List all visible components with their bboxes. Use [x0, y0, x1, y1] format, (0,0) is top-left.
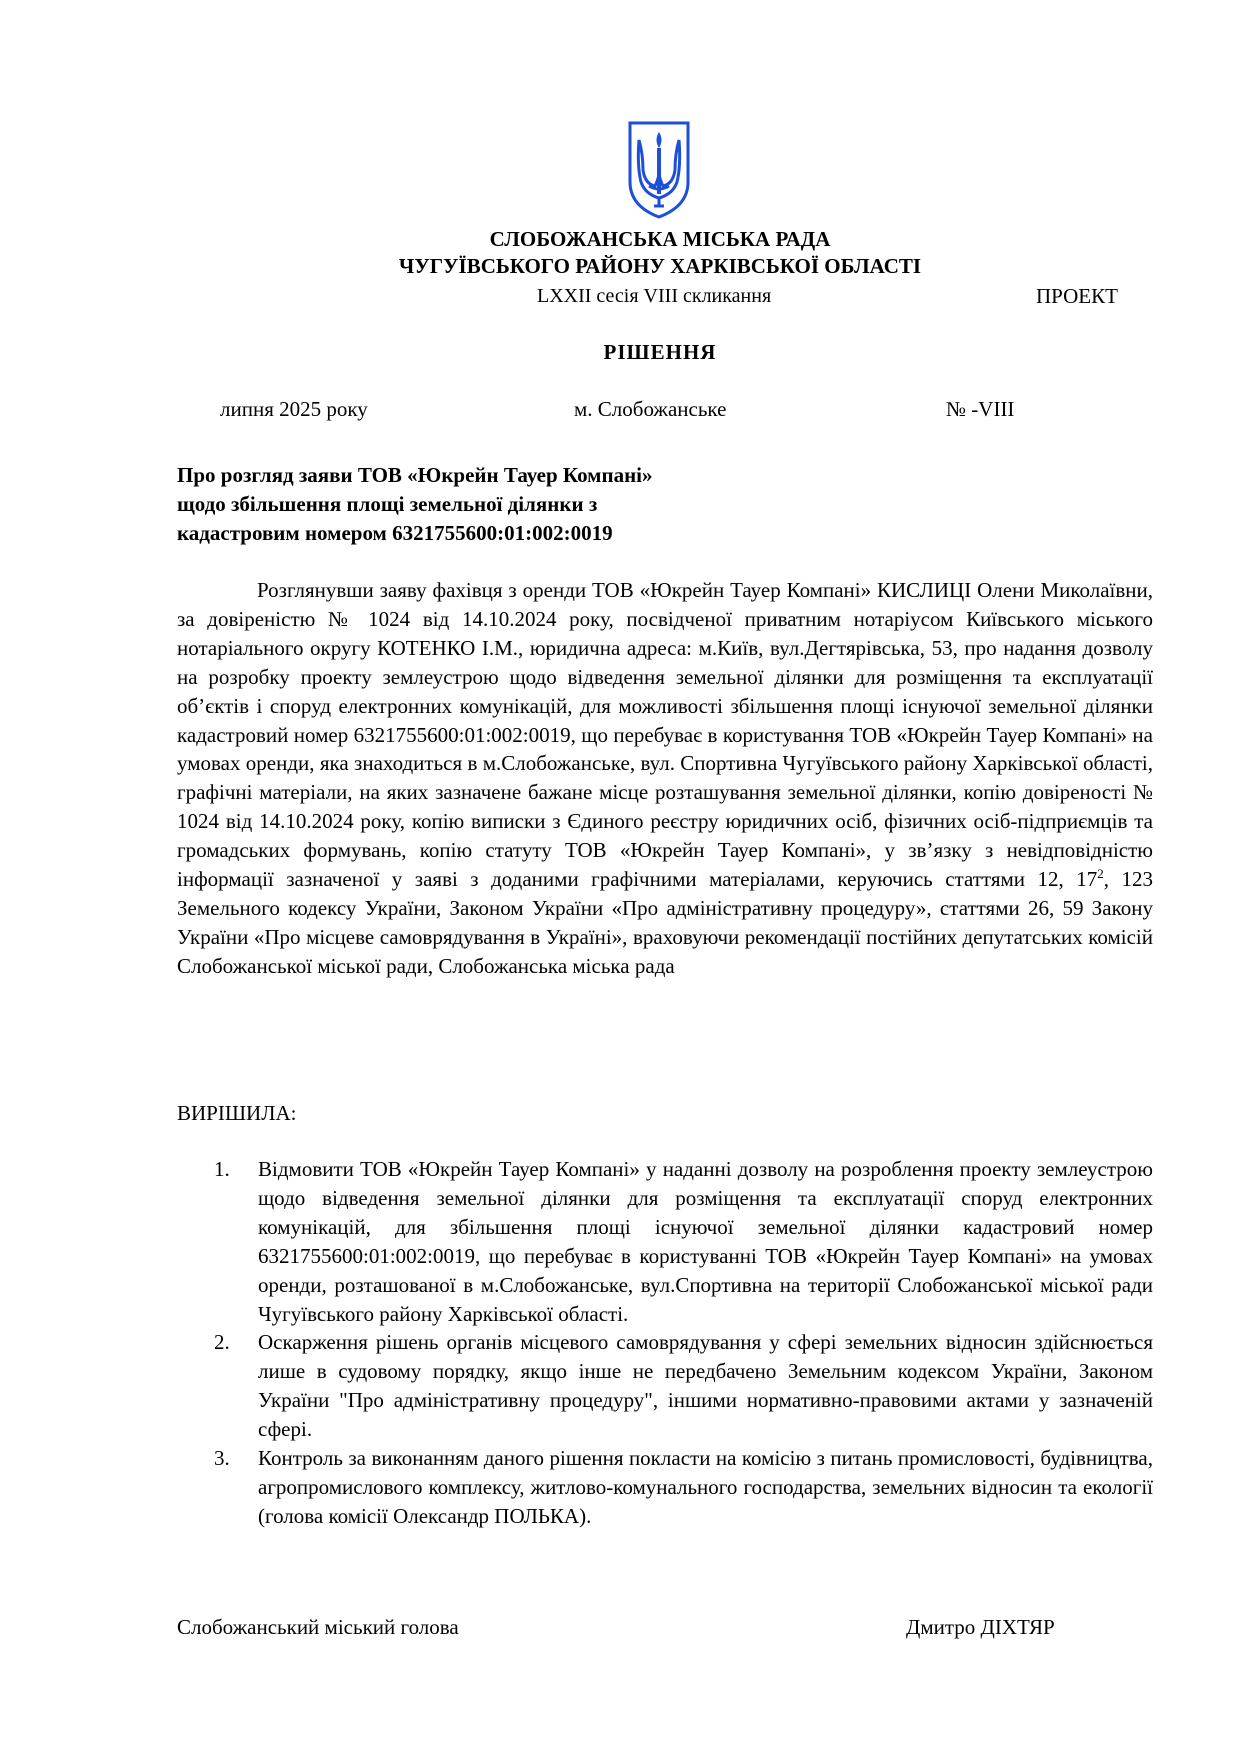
article-superscript: 2	[1097, 866, 1104, 882]
decided-label: ВИРІШИЛА:	[177, 1101, 297, 1125]
item-text: Оскарження рішень органів місцевого самоврядування у сфері земельних відносин здійснюється лише в судовому порядку, якщо інше не передбачено Земельним кодексом України, Законом України "Про адміністративну процедуру", іншими нормативно-правовими актами у зазначеній сфері.	[258, 1330, 1153, 1442]
council-name: СЛОБОЖАНСЬКА МІСЬКА РАДА	[489, 227, 831, 251]
subject-line: щодо збільшення площі земельної ділянки з	[177, 492, 598, 516]
signatory-name: Дмитро ДІХТЯР	[906, 1615, 1055, 1639]
decision-date: липня 2025 року	[220, 397, 368, 421]
item-text: Контроль за виконанням даного рішення покласти на комісію з питань промисловості, будівництва, агропромислового комплексу, житлово-комунального господарства, земельних відносин та екології (голова комісії Олександр ПОЛЬКА).	[258, 1446, 1153, 1528]
item-number: 2.	[214, 1330, 230, 1355]
preamble-text-part-1: Розглянувши заяву фахівця з оренди ТОВ «Юкрейн Тауер Компані» КИСЛИЦІ Олени Миколаївни, за довіреністю № 1024 від 14.10.2024 року, посвідченої приватним нотаріусом Київського міського нотаріального округу КОТЕНКО І.М., юридична адреса: м.Київ, вул.Дегтярівська, 53, про надання дозволу на розробку проекту землеустрою щодо відведення земельної ділянки для розміщення та експлуатації об’єктів і споруд електронних комунікацій, для можливості збільшення площі існуючої земельної ділянки кадастровий номер 6321755600:01:002:0019, що перебуває в користування ТОВ «Юкрейн Тауер Компані» на умовах оренди, яка знаходиться в м.Слобожанське, вул. Спортивна Чугуївського району Харківської області, графічні матеріали, на яких зазначене бажане місце розташування земельної ділянки, копію довіреності № 1024 від 14.10.2024 року, копію виписки з Єдиного реєстру юридичних осіб, фізичних осіб-підприємців та громадських формувань, копію статуту ТОВ «Юкрейн Тауер Компані», у зв’язку з невідповідністю інформації зазначеної у заяві з доданими графічними матеріалами, керуючись статтями 12, 17	[177, 578, 1153, 892]
document-title: РІШЕННЯ	[603, 340, 717, 364]
decision-number: № -VIII	[946, 397, 1015, 421]
decision-items	[210, 1155, 1153, 1531]
decision-subject	[177, 461, 817, 548]
decision-place: м. Слобожанське	[574, 397, 727, 421]
decision-item	[210, 1444, 1153, 1531]
signatory-position: Слобожанський міський голова	[177, 1615, 459, 1639]
decision-item	[210, 1155, 1153, 1328]
draft-mark: ПРОЕКТ	[1036, 284, 1118, 308]
council-region: ЧУГУЇВСЬКОГО РАЙОНУ ХАРКІВСЬКОЇ ОБЛАСТІ	[398, 254, 922, 278]
subject-line: кадастровим номером 6321755600:01:002:0019	[177, 521, 613, 545]
item-number: 3.	[214, 1446, 230, 1471]
session-info: LXXII сесія VIII скликання	[537, 285, 772, 307]
item-number: 1.	[214, 1157, 230, 1181]
preamble-paragraph	[177, 576, 1153, 981]
preamble-text-part-2: , 123 Земельного кодексу України, Законом України «Про адміністративну процедуру», статтями 26, 59 Закону України «Про місцеве самоврядування в Україні», враховуючи рекомендації постійних депутатських комісій Слобожанської міської ради, Слобожанська міська рада	[177, 867, 1154, 978]
subject-line: Про розгляд заяви ТОВ «Юкрейн Тауер Компані»	[177, 463, 653, 487]
coat-of-arms-icon	[627, 120, 691, 220]
decision-item	[210, 1328, 1153, 1444]
item-text: Відмовити ТОВ «Юкрейн Тауер Компані» у наданні дозволу на розроблення проекту землеустрою щодо відведення земельної ділянки для розміщення та експлуатації споруд електронних комунікацій, для збільшення площі існуючої земельної ділянки кадастровий номер 6321755600:01:002:0019, що перебуває в користуванні ТОВ «Юкрейн Тауер Компані» на умовах оренди, розташованої в м.Слобожанське, вул.Спортивна на території Слобожанської міської ради Чугуївського району Харківської області.	[258, 1157, 1153, 1326]
